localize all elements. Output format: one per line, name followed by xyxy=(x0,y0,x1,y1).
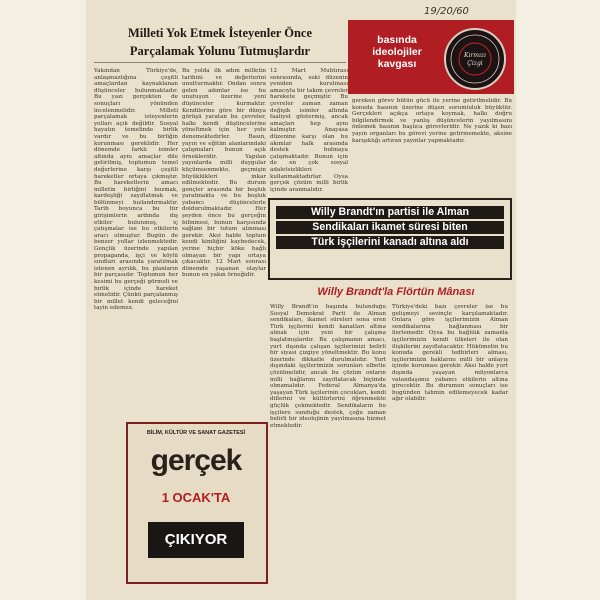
story-headline-box xyxy=(268,198,512,280)
headline-rule xyxy=(94,62,346,63)
newspaper-page xyxy=(86,0,516,600)
story-headline-line1: Willy Brandt'ın partisi ile Alman xyxy=(276,206,504,219)
banner-box xyxy=(348,20,514,94)
main-headline-line2: Parçalamak Yolunu Tutmuşlardır xyxy=(129,44,311,58)
seal-logo xyxy=(444,28,506,90)
banner-line1: basında xyxy=(377,34,417,46)
banner-line2: ideolojiler xyxy=(372,46,422,58)
article-column-d: gereken görev bütün gücü ile yerine getirilmelidir. Bu konuda basının üzerine düşen sorumluluk büyüktür. Gerçekleri açıkça ortaya koymak, halkı doğru bilgilendirmek ve yanlış düşüncelerin yayılmasını önlemek basının başlıca görevleridir. Ne yazık ki bazı yayın organları bu görevi yerine getirmemekte, aksine karışıklığı artıran yayınlar yapmaktadır. xyxy=(352,98,512,144)
svg-text:Çizgi: Çizgi xyxy=(467,60,483,67)
advert-box xyxy=(126,422,268,584)
story-subheadline: Willy Brandt'la Flörtün Mânası xyxy=(317,286,475,298)
article-column-a: Yakından Türkiye'de, anlaşmazlığına çeşitli amaçlardan kaynaklanan düşünceler bulunmaktadır. Bu yazı gerçekten de sonuçları yönünden incelenmelidir. Milleti parçalamak isteyenlerin yolları açık değildir. Sosyal hayatın temelinde birlik vardır ve bu birliğin korunması gereklidir. Her dönemde farklı isimler altında aynı amaçlar dile getirilmiş, toplumun temel değerlerine karşı çeşitli hareketler ortaya çıkmıştır. Bu hareketlerin amacı milletin birliğini bozmak, kardeşliği zayıflatmak ve bölünmeyi hızlandırmaktır. Tarih boyunca bu tür girişimlerin ardında dış etkiler bulunmuş, iç çatışmalar ise bu etkilerin aracı olmuştur. Bugün de benzer yollar izlenmektedir. Gençlik üzerinde yapılan propaganda, işçi ve köylü sınıfları arasında yaratılmak istenen ayrılık, bu planların bir parçasıdır. Toplumun her kesimi bu gerçeği görmeli ve birlik içinde hareket etmelidir. Çünkü parçalanmış bir millet kendi geleceğini tayin edemez. xyxy=(94,68,178,312)
advert-cta: ÇIKIYOR xyxy=(148,522,244,558)
advert-title: gerçek xyxy=(150,444,242,477)
article-column-e: Willy Brandt'ın başında bulunduğu Sosyal Demokrat Parti ile Alman sendikaları, ikamet süreleri sona eren Türk işçilerini kendi kanatları altına almak için yeni bir çalışma başlatmışlardır. Bu çalışmanın amacı, yurt dışında çalışan işçilerimizi belirli bir siyasi çizgiye yöneltmektir. Bu konu üzerinde dikkatle durulmalıdır. Yurt dışındaki işçilerimizin sorunları elbette çözülmelidir, ancak bu çözüm onların milli bağlarını zayıflatacak biçimde olmamalıdır. Federal Almanya'da yaşayan Türk işçilerinin çocukları, kendi dillerini ve kültürlerini öğrenmekte güçlük çekmektedir. Sendikaların bu işçilere sunduğu destek, çoğu zaman belirli bir ideolojinin yayılmasına hizmet etmektedir. xyxy=(270,304,386,429)
advert-date: 1 OCAK'TA xyxy=(161,490,231,505)
article-column-f: Türkiye'deki bazı çevreler ise bu gelişmeyi sevinçle karşılamaktadır. Onlara göre işçilerimizin Alman sendikalarına bağlanması bir ilerlemedir. Oysa bu bağlılık zamanla işçilerimizin kendi ülkeleri ile olan ilişkilerini zayıflatacaktır. Hükümetin bu konuda gerekli tedbirleri alması, işçilerimizin haklarını milli bir anlayış içinde koruması gerekir. Aksi halde yurt dışında yaşayan milyonlarca vatandaşımız yabancı etkilerin altına girecektir. Bu durumun sonuçları ise bugünden tahmin edilemeyecek kadar ağır olabilir. xyxy=(392,304,508,403)
advert-tagline: BİLİM, KÜLTÜR VE SANAT GAZETESİ xyxy=(146,430,246,436)
svg-text:Kırmızı: Kırmızı xyxy=(464,52,486,59)
story-headline-line2: Sendikaları ikamet süresi biten xyxy=(276,221,504,234)
handwritten-note: 19/20/60 xyxy=(424,6,469,17)
story-headline-line3: Türk işçilerini kanadı altına aldı xyxy=(276,236,504,249)
banner-line3: kavgası xyxy=(377,58,417,70)
article-column-c: 12 Mart Muhtırası sonrasında, eski düzenin yeniden kurulması amacıyla bir takım çevreler harekete geçmiştir. Bu çevreler zaman zaman değişik isimler altında faaliyet göstermiş, ancak amaçları hep aynı kalmıştır. Anayasa düzenine karşı olan bu akımlar halk arasında destek bulmaya çalışmaktadır. Bunun için de en çok sosyal adaletsizlikleri kullanmaktadırlar. Oysa gerçek çözüm milli birlik içinde aranmalıdır. xyxy=(270,68,348,193)
main-headline-line1: Milleti Yok Etmek İsteyenler Önce xyxy=(128,26,312,40)
article-column-b: Bu yolda ilk adım milletin tarihini ve değerlerini unutturmaktır. Ondan sonra gelen adımlar ise bu unutuşun üzerine yeni düşünceler kurmaktır. Kendilerine göre bir dünya görüşü yaratan bu çevreler, halkı kendi düşüncelerine yöneltmek için her yolu denemektedirler. Basın, yayın ve eğitim alanlarındaki çalışmaları bunun açık örnekleridir. Yapılan yayınlarda milli duygular küçümsenmekte, geçmişin büyüklükleri inkar edilmektedir. Bu durum gençler arasında bir boşluk yaratmakta ve bu boşluk yabancı düşüncelerle doldurulmaktadır. Her şeyden önce bu gerçeğin bilinmesi, bunun karşısında sağlam bir tutum alınması gerekir. Aksi halde toplum kendi kimliğini kaybedecek, yerine hiçbir köke bağlı olmayan bir yapı ortaya çıkacaktır. 12 Mart sonrası dönemde yaşanan olaylar bunun en yakın örneğidir. xyxy=(182,68,266,279)
